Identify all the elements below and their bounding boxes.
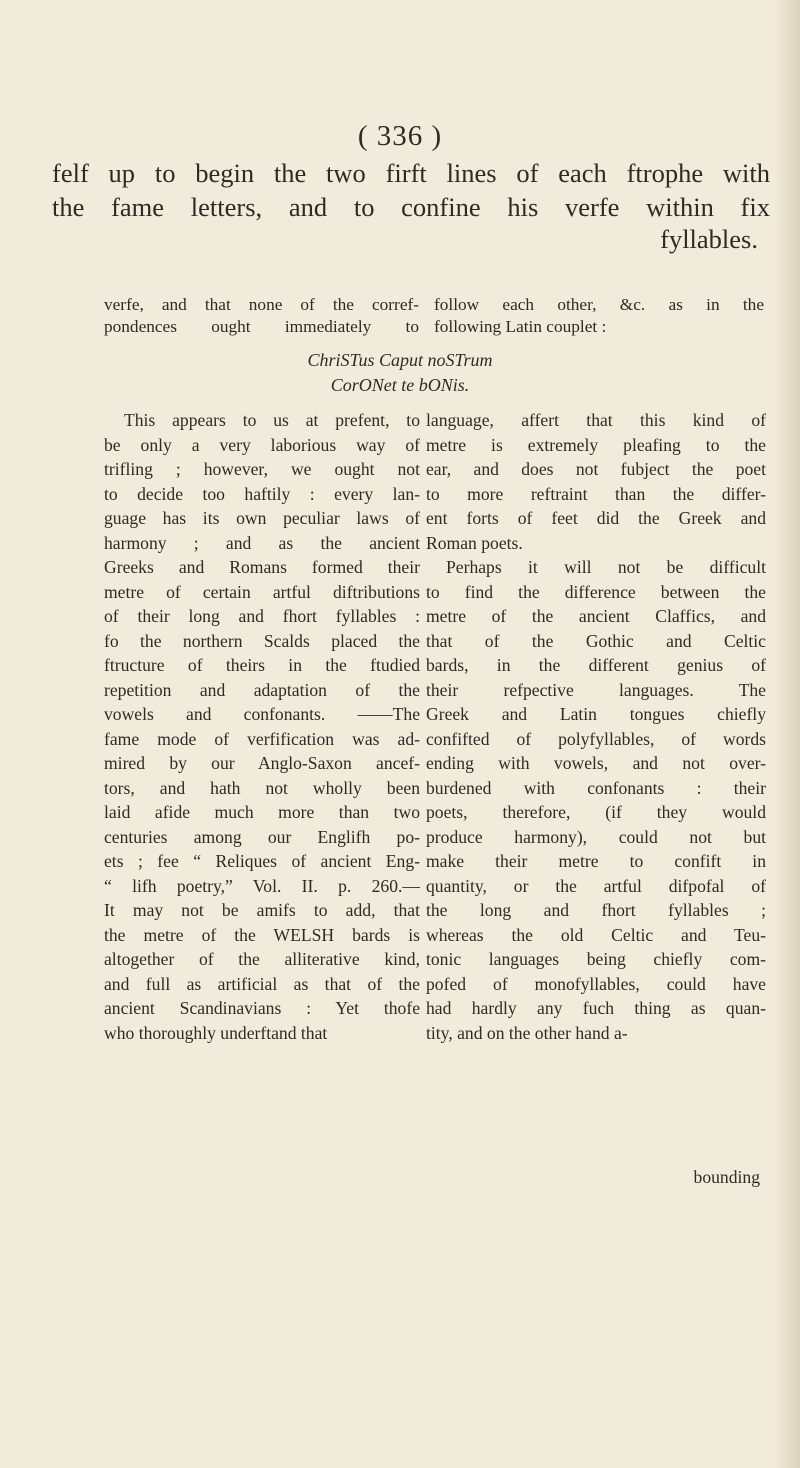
right-col-line: tity, and on the other hand a- — [426, 1022, 628, 1043]
couplet-line-1: ChriSTus Caput noSTrum — [307, 350, 493, 370]
right-top-line-2: following Latin couplet : — [434, 317, 607, 336]
left-col-line: guage has its own peculiar laws of — [104, 508, 420, 528]
right-col-line: pofed of monofyllables, could have — [426, 973, 766, 994]
right-col-line: whereas the old Celtic and Teu- — [426, 924, 766, 945]
right-col-line: metre of the ancient Claffics, and — [426, 606, 766, 626]
left-col-line: fame mode of verfification was ad- — [104, 728, 420, 749]
right-col-line: bards, in the different genius of — [426, 655, 766, 675]
right-col-line: had hardly any fuch thing as quan- — [426, 998, 766, 1018]
left-col-line: tors, and hath not wholly been — [104, 777, 420, 798]
right-col-line: ear, and does not fubject the poet — [426, 459, 766, 479]
right-col-line: to more reftraint than the differ- — [426, 483, 766, 504]
left-col-line: to decide too haftily : every lan- — [104, 483, 420, 504]
right-col-line: that of the Gothic and Celtic — [426, 630, 766, 651]
right-col-line: burdened with confonants : their — [426, 777, 766, 798]
left-col-line: of their long and fhort fyllables : — [104, 606, 420, 626]
right-col-line: tonic languages being chiefly com- — [426, 949, 766, 969]
left-col-line: who thoroughly underftand that — [104, 1022, 328, 1043]
left-col-line: altogether of the alliterative kind, — [104, 949, 420, 969]
left-col-line: ftructure of theirs in the ftudied — [104, 655, 420, 675]
left-col-line: be only a very laborious way of — [104, 434, 420, 455]
intro-line-2: the fame letters, and to confine his verfe within fix — [52, 192, 770, 222]
right-top-line-1: follow each other, &c. as in the — [434, 295, 764, 314]
right-col-line: to find the difference between the — [426, 581, 766, 602]
left-col-line: trifling ; however, we ought not — [104, 459, 420, 479]
left-col-line: the metre of the WELSH bards is — [104, 924, 420, 945]
left-col-line: repetition and adaptation of the — [104, 679, 420, 700]
left-col-line: It may not be amifs to add, that — [104, 900, 420, 920]
right-col-line: Roman poets. — [426, 532, 523, 553]
catchword: bounding — [693, 1167, 760, 1187]
left-top-line-2: pondences ought immediately to — [104, 317, 419, 336]
left-col-line: mired by our Anglo-Saxon ancef- — [104, 753, 420, 773]
left-col-line: fo the northern Scalds placed the — [104, 630, 420, 651]
intro-line-1: felf up to begin the two firft lines of each ftrophe with — [52, 158, 770, 188]
left-col-line: metre of certain artful diftributions — [104, 581, 420, 602]
left-col-line: centuries among our Englifh po- — [104, 826, 420, 847]
couplet-line-2: CorONet te bONis. — [330, 375, 470, 395]
right-col-line: ending with vowels, and not over- — [426, 753, 766, 773]
page-number: ( 336 ) — [357, 120, 443, 152]
intro-last-word: fyllables. — [660, 224, 758, 254]
right-col-line: the long and fhort fyllables ; — [426, 900, 766, 920]
left-col-line: ets ; fee “ Reliques of ancient Eng- — [104, 851, 420, 871]
right-col-line: confifted of polyfyllables, of words — [426, 728, 766, 749]
left-col-line: Greeks and Romans formed their — [104, 557, 420, 577]
right-col-line: make their metre to confift in — [426, 851, 766, 871]
right-col-line: language, affert that this kind of — [426, 410, 766, 430]
right-col-line: their refpective languages. The — [426, 679, 766, 700]
left-col-line: This appears to us at prefent, to — [124, 410, 420, 430]
right-col-line: produce harmony), could not but — [426, 826, 766, 847]
right-col-line: metre is extremely pleafing to the — [426, 434, 766, 455]
right-top-block — [434, 294, 764, 338]
left-col-line: ancient Scandinavians : Yet thofe — [104, 998, 420, 1018]
right-col-line: poets, therefore, (if they would — [426, 802, 766, 822]
right-col-line: Perhaps it will not be difficult — [446, 557, 766, 577]
right-col-line: Greek and Latin tongues chiefly — [426, 704, 766, 724]
left-col-line: harmony ; and as the ancient — [104, 532, 420, 553]
right-col-line: quantity, or the artful difpofal of — [426, 875, 766, 896]
page-edge-shadow — [774, 0, 800, 1468]
left-col-line: and full as artificial as that of the — [104, 973, 420, 994]
left-col-line: laid afide much more than two — [104, 802, 420, 822]
left-column — [104, 408, 420, 1045]
left-top-line-1: verfe, and that none of the corref- — [104, 295, 419, 314]
intro-paragraph — [52, 156, 770, 224]
left-col-line: vowels and confonants. ——The — [104, 704, 420, 724]
left-top-block — [104, 294, 419, 338]
right-column — [426, 408, 766, 1045]
right-col-line: ent forts of feet did the Greek and — [426, 508, 766, 528]
left-col-line: “ lifh poetry,” Vol. II. p. 260.— — [104, 875, 420, 896]
